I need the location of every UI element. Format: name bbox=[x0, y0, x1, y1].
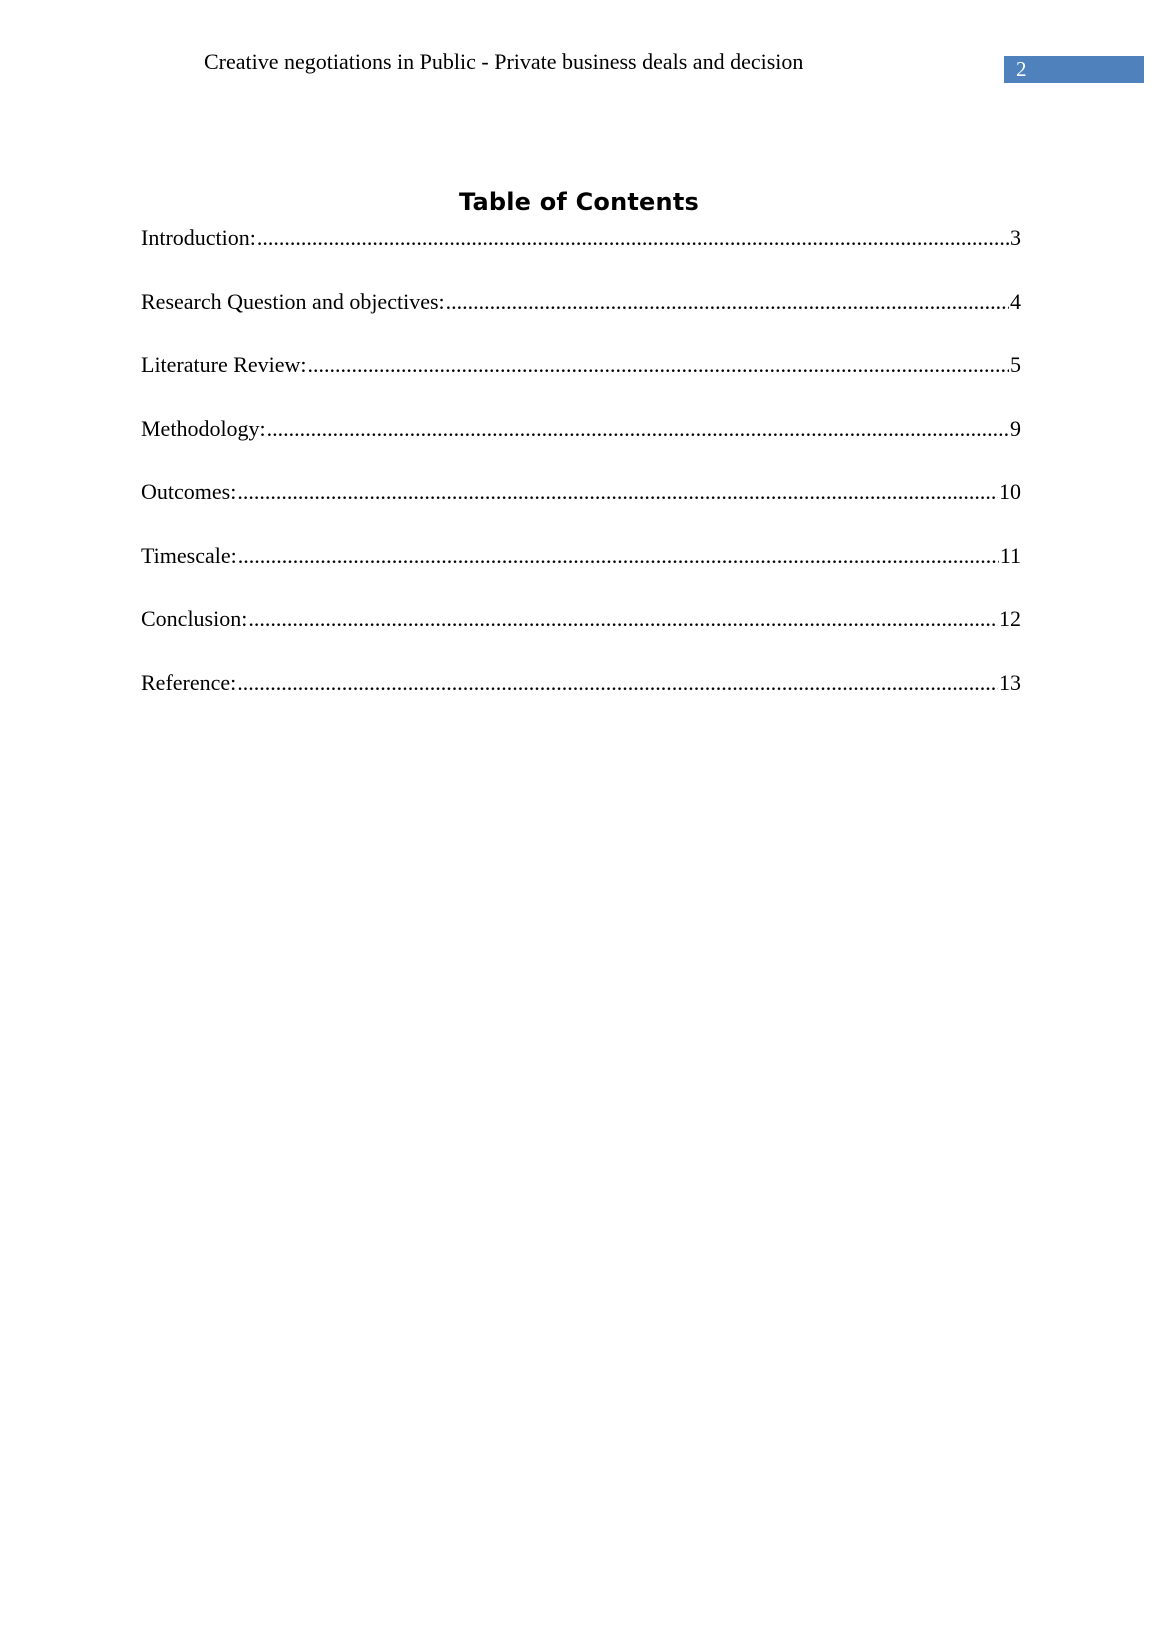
toc-dot-leader bbox=[446, 288, 1009, 316]
toc-entry-page: 5 bbox=[1010, 352, 1021, 377]
toc-entry-page: 4 bbox=[1010, 288, 1021, 314]
toc-entry-label: Literature Review: bbox=[141, 352, 307, 377]
toc-entry-methodology[interactable] bbox=[141, 415, 1021, 479]
toc-entry-timescale[interactable] bbox=[141, 542, 1021, 606]
toc-entry-label: Methodology: bbox=[141, 415, 266, 441]
toc-entry-page: 3 bbox=[1010, 225, 1021, 250]
toc-entry-page: 10 bbox=[999, 479, 1021, 504]
toc-dot-leader bbox=[257, 224, 1009, 252]
toc-entry-label: Reference: bbox=[141, 669, 237, 695]
toc-entry-label: Outcomes: bbox=[141, 479, 237, 504]
toc-dot-leader bbox=[237, 478, 998, 506]
toc-entry-label: Timescale: bbox=[141, 542, 237, 568]
table-of-contents bbox=[141, 224, 1021, 732]
toc-entry-page: 11 bbox=[999, 542, 1021, 568]
toc-dot-leader bbox=[248, 605, 998, 633]
running-header: Creative negotiations in Public - Private business deals and decision bbox=[204, 49, 804, 74]
toc-entry-label: Research Question and objectives: bbox=[141, 288, 445, 314]
toc-entry-outcomes[interactable] bbox=[141, 478, 1021, 542]
toc-title: Table of Contents bbox=[459, 188, 699, 216]
toc-entry-research-question[interactable] bbox=[141, 288, 1021, 352]
toc-entry-page: 13 bbox=[999, 669, 1021, 695]
page-number-badge: 2 bbox=[1004, 56, 1144, 83]
toc-entry-page: 9 bbox=[1010, 415, 1021, 441]
toc-entry-conclusion[interactable] bbox=[141, 605, 1021, 669]
toc-entry-reference[interactable] bbox=[141, 669, 1021, 733]
toc-dot-leader bbox=[238, 542, 999, 570]
toc-dot-leader bbox=[308, 351, 1009, 379]
toc-entry-label: Conclusion: bbox=[141, 606, 248, 631]
toc-dot-leader bbox=[237, 669, 998, 697]
toc-entry-literature-review[interactable] bbox=[141, 351, 1021, 415]
toc-entry-introduction[interactable] bbox=[141, 224, 1021, 288]
toc-entry-page: 12 bbox=[999, 606, 1021, 631]
toc-dot-leader bbox=[267, 415, 1009, 443]
toc-entry-label: Introduction: bbox=[141, 225, 256, 250]
